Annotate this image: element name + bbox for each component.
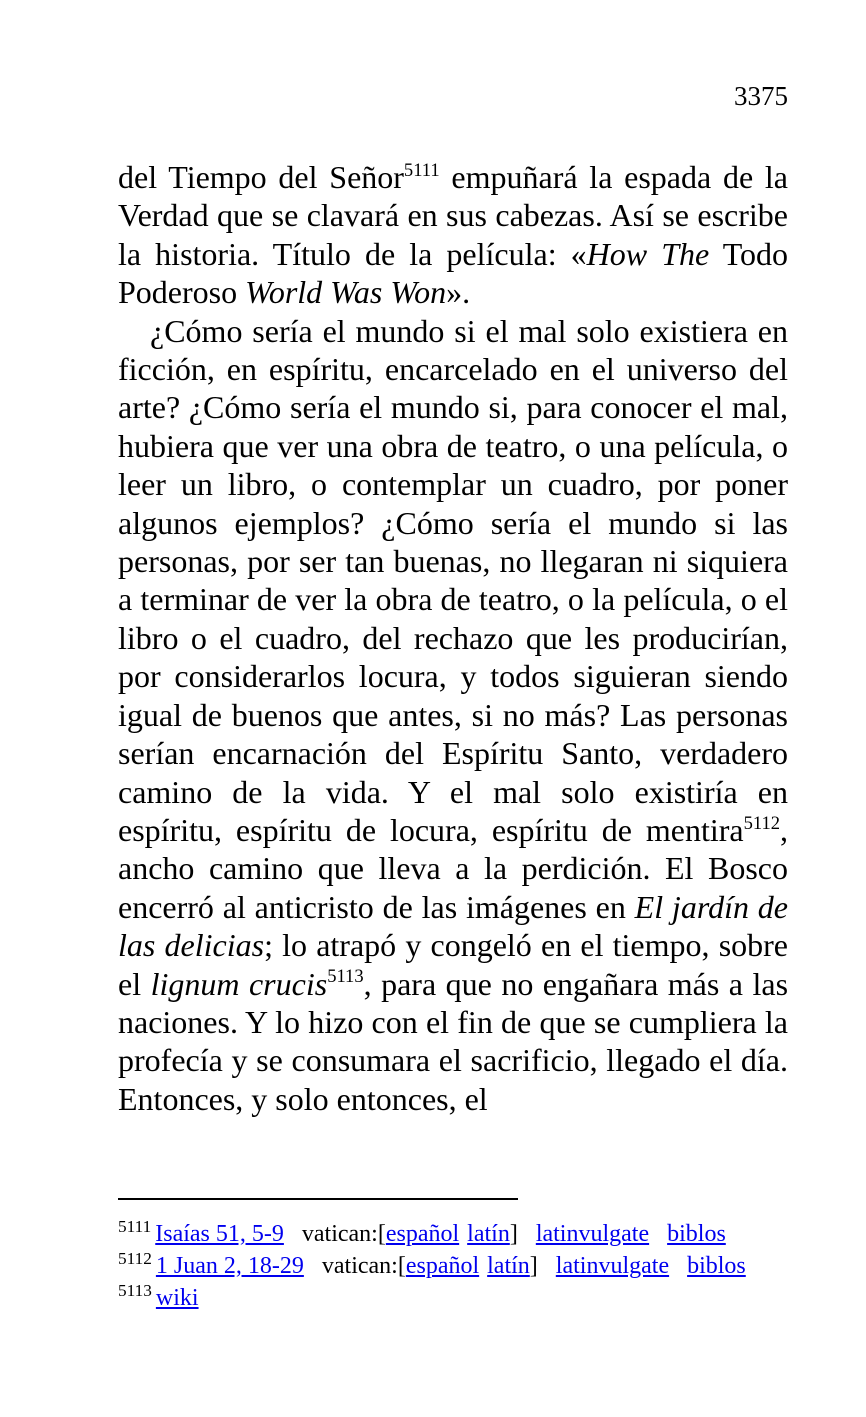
footnote-5111 (118, 1218, 818, 1250)
footnote-number: 5111 (118, 1216, 152, 1236)
text-span: ; lo atrapó y congeló en el tiempo, sobre el (118, 927, 789, 1002)
espanol-link[interactable]: español (385, 1221, 460, 1247)
biblos-link[interactable]: biblos (687, 1253, 746, 1279)
biblos-link[interactable]: biblos (667, 1221, 726, 1247)
latinvulgate-link[interactable]: latinvulgate (555, 1253, 670, 1279)
text-span: del Tiempo del Señor (118, 159, 404, 195)
text-span: ¿Cómo sería el mundo si el mal solo existiera en ficción, en espíritu, encarcelado en el universo del arte? ¿Cómo sería el mundo si, para conocer el mal, hubiera que ver una obra de teatro, o una película, o leer un libro, o contemplar un cuadro, por poner algunos ejemplos? ¿Cómo sería el mundo si las personas, por ser tan buenas, no llegaran ni siquiera a terminar de ver la obra de teatro, o la película, o el libro o el cuadro, del rechazo que les producirían, por considerarlos locura, y todos siguieran siendo igual de buenos que antes, si no más? Las personas serían encarnación del Espíritu Santo, verdadero camino de la vida. Y el mal solo existiría en espíritu, espíritu de locura, espíritu de mentira (118, 312, 788, 848)
vatican-suffix: ] (509, 1221, 518, 1247)
scripture-link[interactable]: Isaías 51, 5-9 (155, 1221, 284, 1247)
footnote-number: 5112 (118, 1248, 152, 1268)
text-span: , para que no engañara más a las naciones. Y lo hizo con el fin de que se cumpliera la profecía y se consumara el sacrificio, llegado el día. Entonces, y solo entonces, el (118, 965, 789, 1117)
italic-span: lignum crucis (150, 965, 328, 1002)
latinvulgate-link[interactable]: latinvulgate (535, 1221, 650, 1247)
vatican-suffix: ] (529, 1253, 538, 1279)
body-text (118, 158, 788, 1118)
footnote-ref-5111: 5111 (403, 159, 440, 181)
latin-link[interactable]: latín (487, 1253, 530, 1279)
paragraph-1 (118, 158, 788, 312)
wiki-link[interactable]: wiki (155, 1285, 199, 1311)
footnote-ref-5113: 5113 (327, 966, 364, 988)
footnote-number: 5113 (118, 1280, 152, 1300)
text-span: empuñará la espada de la Verdad que se clavará en sus cabezas. Así se escribe la historia. Título de la película: « (118, 159, 788, 272)
vatican-prefix: vatican:[ (321, 1253, 406, 1279)
footnote-5112 (118, 1250, 818, 1282)
footnote-ref-5112: 5112 (743, 812, 780, 834)
page-number: 3375 (734, 81, 788, 111)
text-span: Todo Poderoso (118, 235, 788, 311)
footnote-divider (118, 1198, 518, 1200)
text-span: , ancho camino que lleva a la perdición. El Bosco encerró al anticristo de las imágenes en (118, 811, 788, 925)
italic-span: How The (586, 235, 710, 272)
espanol-link[interactable]: español (405, 1253, 480, 1279)
vatican-prefix: vatican:[ (301, 1221, 386, 1247)
italic-span: World Was Won (245, 274, 447, 311)
paragraph-2 (118, 312, 788, 1119)
scripture-link[interactable]: 1 Juan 2, 18-29 (155, 1253, 304, 1279)
footnote-5113 (118, 1282, 818, 1314)
italic-span: El jardín de las delicias (118, 888, 789, 964)
latin-link[interactable]: latín (467, 1221, 510, 1247)
footnotes (118, 1218, 818, 1314)
text-span: ». (446, 274, 471, 311)
